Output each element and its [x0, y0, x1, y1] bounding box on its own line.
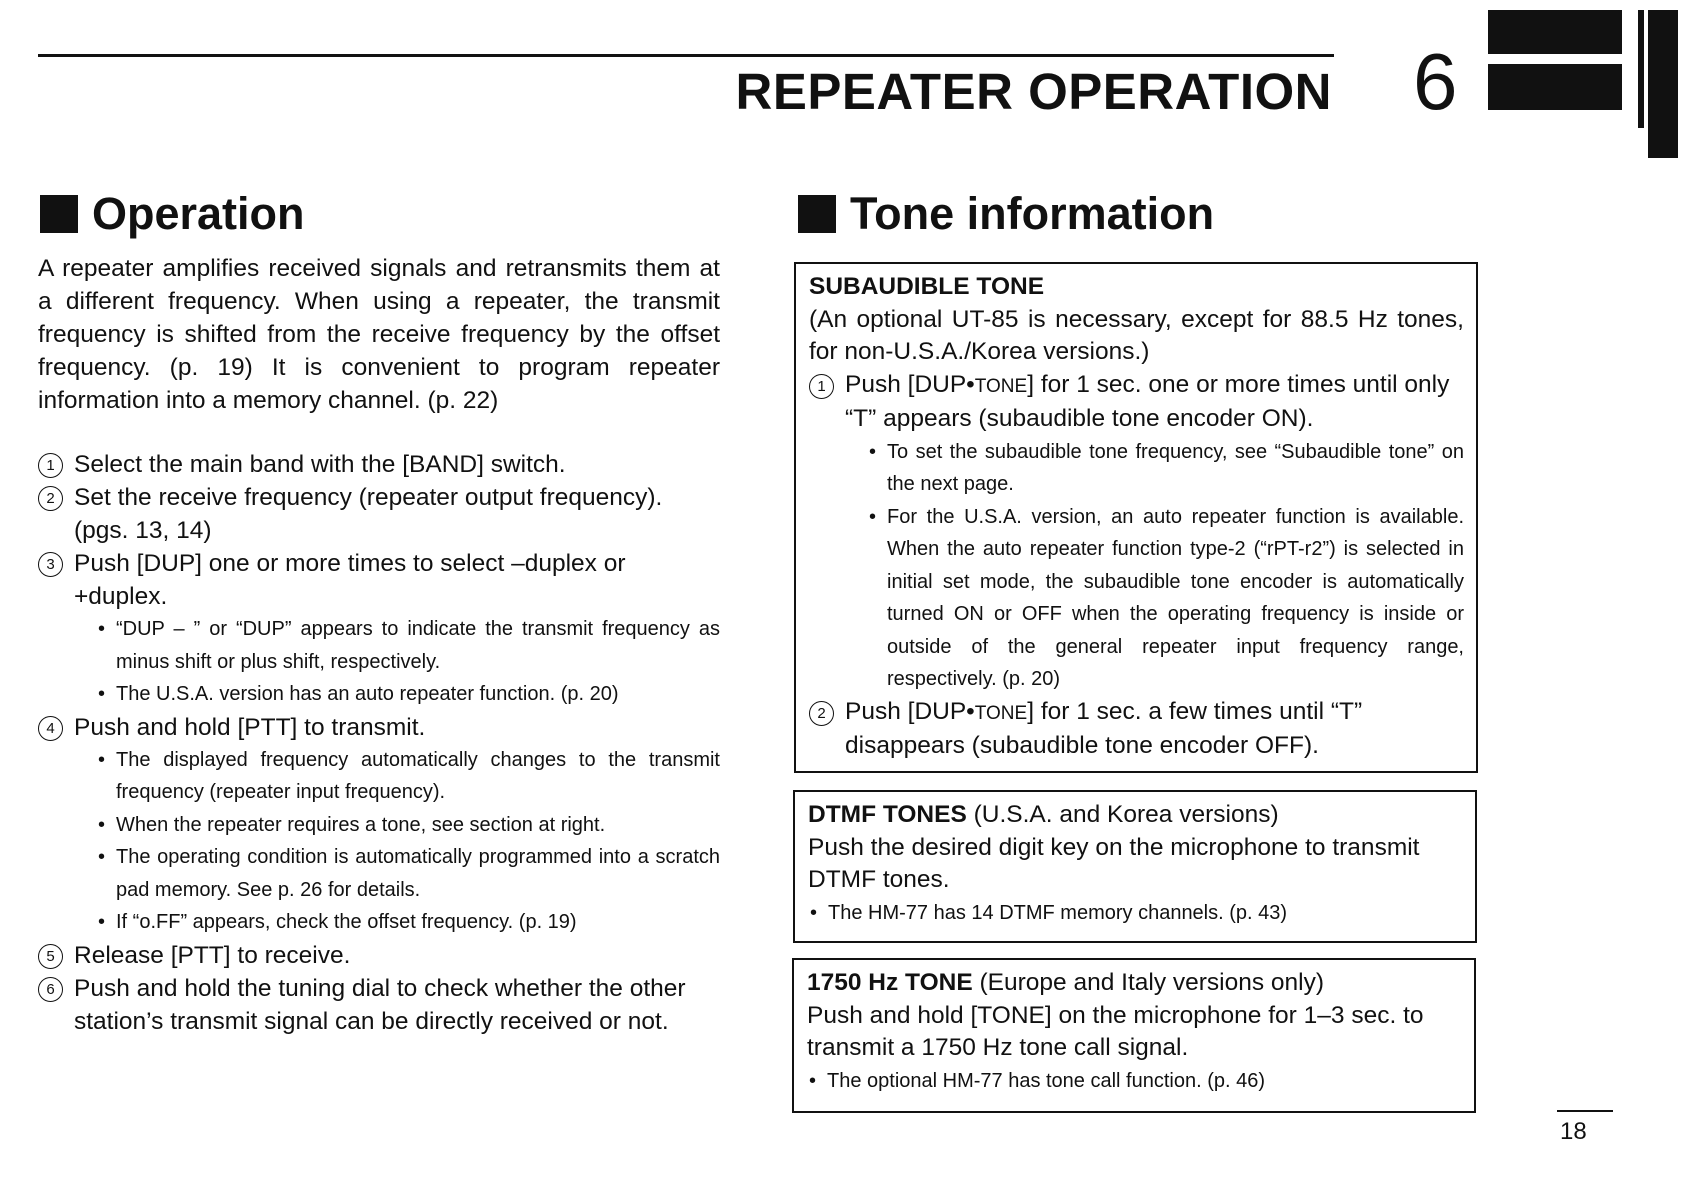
step-text-part: ] for 1 sec. one or more times until only “T” appears (subaudible tone encoder ON). [845, 370, 1450, 432]
dtmf-qualifier: (U.S.A. and Korea versions) [966, 801, 1279, 828]
subaudible-steps [809, 369, 1464, 763]
tone-1750-title: 1750 Hz TONE [807, 969, 973, 996]
dtmf-body: Push the desired digit key on the microphone to transmit DTMF tones. [808, 833, 1420, 893]
operation-step [38, 711, 720, 939]
step-number-circle-icon: 2 [38, 486, 63, 511]
step-text: Select the main band with the [BAND] switch. [74, 451, 566, 478]
note-item: • The displayed frequency automatically changes to the transmit frequency (repeater input frequency). [96, 744, 720, 809]
step-number-circle-icon: 4 [38, 716, 63, 741]
chapter-tab-top [1488, 10, 1622, 54]
step-text: Push and hold the tuning dial to check whether the other station’s transmit signal can be directly received or not. [74, 974, 686, 1035]
step-number-circle-icon: 3 [38, 552, 63, 577]
operation-steps [38, 448, 720, 1038]
dtmf-title: DTMF TONES [808, 801, 967, 828]
subaudible-tone-box [794, 262, 1478, 773]
step-number-circle-icon: 1 [38, 453, 63, 478]
tone-1750-qualifier: (Europe and Italy versions only) [972, 969, 1325, 996]
tone-heading [798, 188, 1214, 240]
tone-1750-title-line [807, 967, 1462, 1000]
step-text-part: Push [DUP• [845, 370, 975, 398]
key-label: TONE [974, 702, 1028, 724]
chapter-tab-stripe [1638, 10, 1644, 128]
page-number: 18 [1560, 1118, 1587, 1145]
operation-step [38, 939, 720, 972]
step-text [845, 698, 1362, 760]
step-text-part: ] for 1 sec. a few times until “T” disappears (subaudible tone encoder OFF). [845, 697, 1363, 759]
note-item: • To set the subaudible tone frequency, see “Subaudible tone” on the next page. [867, 436, 1464, 501]
page-number-rule [1557, 1110, 1613, 1112]
subaudible-title: SUBAUDIBLE TONE [809, 273, 1045, 300]
step-text [845, 371, 1449, 433]
chapter-tab-edge [1648, 10, 1678, 158]
note-item: • When the repeater requires a tone, see section at right. [96, 809, 720, 842]
tone-heading-text: Tone information [850, 188, 1215, 239]
operation-step [38, 972, 720, 1038]
step-text: Push [DUP] one or more times to select –duplex or +duplex. [74, 550, 626, 610]
subaudible-step [809, 369, 1464, 696]
step-notes [74, 613, 720, 711]
note-item: • The operating condition is automatically programmed into a scratch pad memory. See p. 26 for details. [96, 841, 720, 906]
tone-1750-body: Push and hold [TONE] on the microphone for 1–3 sec. to transmit a 1750 Hz tone call signal. [807, 1001, 1424, 1061]
header-rule [38, 54, 1334, 57]
dtmf-tones-box [793, 790, 1477, 943]
step-number-circle-icon: 2 [809, 701, 834, 726]
step-number-circle-icon: 6 [38, 977, 63, 1002]
heading-square-icon [40, 195, 78, 233]
tone-1750-note: • The optional HM-77 has tone call function. (p. 46) [807, 1065, 1462, 1098]
dtmf-title-line [808, 799, 1463, 832]
operation-heading-text: Operation [92, 188, 305, 239]
step-text: Set the receive frequency (repeater output frequency). (pgs. 13, 14) [74, 484, 663, 544]
chapter-tab-bottom [1488, 64, 1622, 110]
note-item: • The U.S.A. version has an auto repeater function. (p. 20) [96, 678, 720, 711]
operation-step [38, 481, 720, 547]
subaudible-notes [845, 436, 1464, 696]
note-item: • If “o.FF” appears, check the offset frequency. (p. 19) [96, 906, 720, 939]
step-notes [74, 744, 720, 939]
step-text: Release [PTT] to receive. [74, 941, 351, 969]
step-number-circle-icon: 1 [809, 374, 834, 399]
operation-section [38, 252, 720, 1038]
operation-heading [40, 188, 305, 240]
chapter-title: REPEATER OPERATION [735, 63, 1332, 120]
tone-1750-box [792, 958, 1476, 1113]
operation-intro: A repeater amplifies received signals and retransmits them at a different frequency. When using a repeater, the transmit frequency is shifted from the receive frequency by the offset frequency. (p. 19) It is convenient to program repeater information into a memory channel. (p. 22) [38, 255, 720, 414]
note-item: • “DUP – ” or “DUP” appears to indicate the transmit frequency as minus shift or plus shift, respectively. [96, 613, 720, 678]
chapter-number: 6 [1413, 37, 1458, 126]
subaudible-step [809, 696, 1464, 763]
operation-step [38, 547, 720, 711]
note-item: • For the U.S.A. version, an auto repeater function is available. When the auto repeater function type-2 (“rPT-r2”) is selected in initial set mode, the subaudible tone encoder is automatically turned ON or OFF when the operating frequency is inside or outside of the general repeater input frequency range, respectively. (p. 20) [867, 501, 1464, 696]
heading-square-icon [798, 195, 836, 233]
step-text: Push and hold [PTT] to transmit. [74, 713, 426, 741]
operation-step [38, 448, 720, 481]
key-label: TONE [974, 375, 1028, 397]
step-text-part: Push [DUP• [845, 697, 975, 725]
dtmf-note: • The HM-77 has 14 DTMF memory channels. (p. 43) [808, 897, 1463, 930]
step-number-circle-icon: 5 [38, 944, 63, 969]
subaudible-intro: (An optional UT-85 is necessary, except for 88.5 Hz tones, for non-U.S.A./Korea versions.) [809, 305, 1464, 365]
